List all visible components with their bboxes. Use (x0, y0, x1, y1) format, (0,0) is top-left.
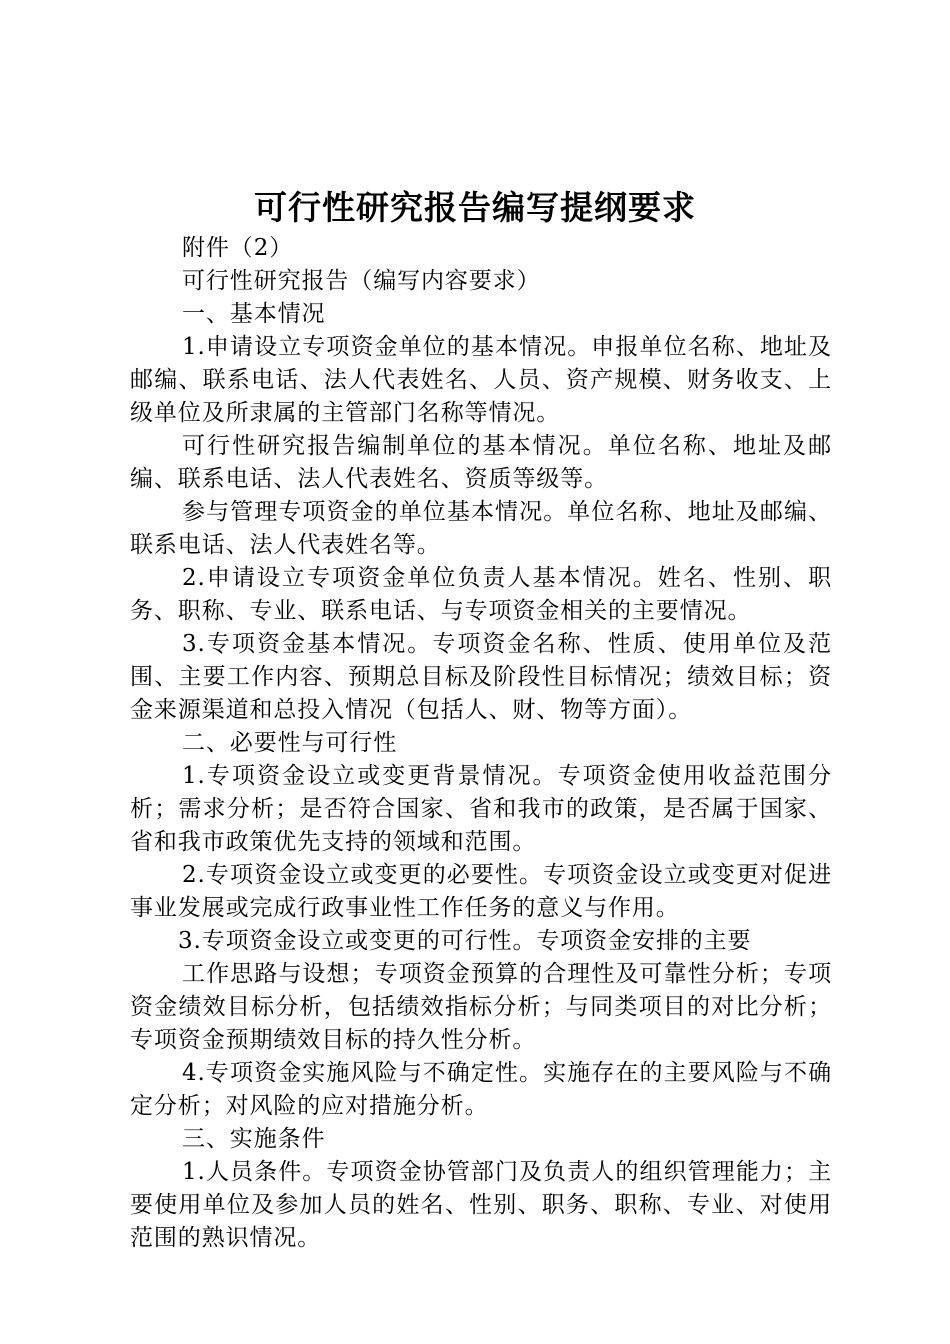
section-heading-necessity: 二、必要性与可行性 (182, 730, 398, 756)
section-heading-basic: 一、基本情况 (182, 301, 326, 327)
section-heading-conditions: 三、实施条件 (182, 1126, 326, 1152)
paragraph: 3.专项资金基本情况。专项资金名称、性质、使用单位及范围、主要工作内容、预期总目标及阶段性目标情况；绩效目标；资金来源渠道和总投入情况（包括人、财、物等方面）。 (130, 631, 832, 723)
report-subtitle: 可行性研究报告（编写内容要求） (182, 268, 541, 294)
paragraph: 3.专项资金设立或变更的可行性。专项资金安排的主要 (178, 928, 752, 954)
paragraph: 1.人员条件。专项资金协管部门及负责人的组织管理能力；主要使用单位及参加人员的姓名、性别、职务、职称、专业、对使用范围的熟识情况。 (130, 1159, 832, 1251)
paragraph: 参与管理专项资金的单位基本情况。单位名称、地址及邮编、联系电话、法人代表姓名等。 (130, 499, 832, 558)
paragraph: 工作思路与设想；专项资金预算的合理性及可靠性分析；专项资金绩效目标分析，包括绩效指标分析；与同类项目的对比分析；专项资金预期绩效目标的持久性分析。 (130, 961, 832, 1053)
paragraph: 1.申请设立专项资金单位的基本情况。申报单位名称、地址及邮编、联系电话、法人代表姓名、人员、资产规模、财务收支、上级单位及所隶属的主管部门名称等情况。 (130, 334, 832, 426)
paragraph: 2.专项资金设立或变更的必要性。专项资金设立或变更对促进事业发展或完成行政事业性工作任务的意义与作用。 (130, 862, 832, 921)
document-title: 可行性研究报告编写提纲要求 (254, 188, 696, 227)
paragraph: 可行性研究报告编制单位的基本情况。单位名称、地址及邮编、联系电话、法人代表姓名、资质等级等。 (130, 433, 832, 492)
attachment-label: 附件（2） (182, 235, 294, 261)
paragraph: 2.申请设立专项资金单位负责人基本情况。姓名、性别、职务、职称、专业、联系电话、与专项资金相关的主要情况。 (130, 565, 832, 624)
paragraph: 4.专项资金实施风险与不确定性。实施存在的主要风险与不确定分析；对风险的应对措施分析。 (130, 1060, 832, 1119)
paragraph: 1.专项资金设立或变更背景情况。专项资金使用收益范围分析；需求分析；是否符合国家、省和我市的政策，是否属于国家、省和我市政策优先支持的领域和范围。 (130, 763, 832, 855)
document-body (130, 232, 832, 1255)
